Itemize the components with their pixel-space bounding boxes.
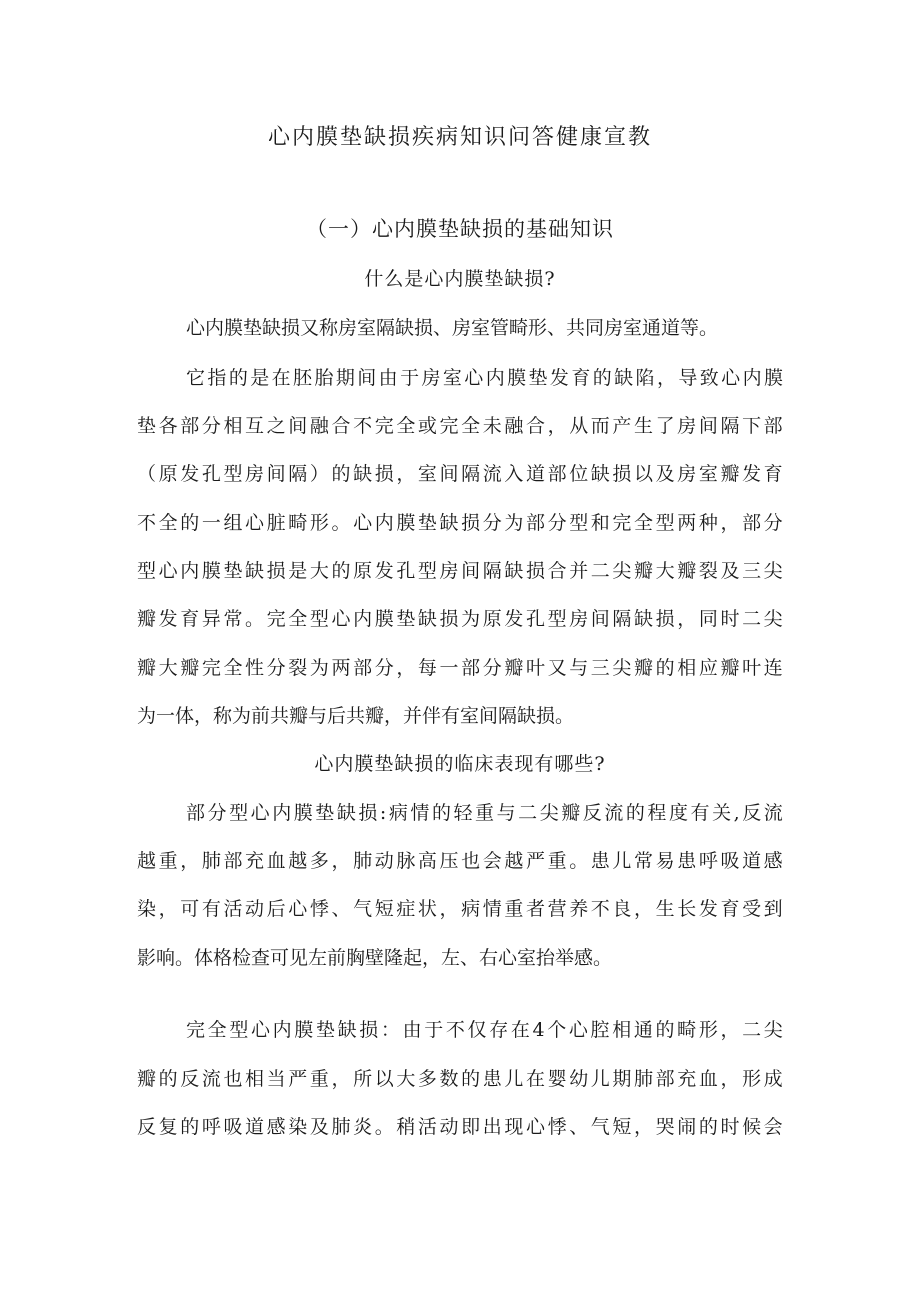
paragraph-3-line: 部 分 型 心 内 膜 垫 缺 损 : 病 情 的 轻 重 与 二 尖 瓣 反 流 的 程 度 有 关 , 反 流 (186, 802, 783, 824)
paragraph-2-line: 它 指 的 是 在 胚 胎 期 间 由 于 房 室 心 内 膜 垫 发 育 的 缺 陷 ， 导 致 心 内 膜 (186, 367, 783, 389)
paragraph-1: 心内膜垫缺损又称房室隔缺损、房室管畸形、共同房室通道等。 (186, 317, 719, 339)
question-heading-1: 什么是心内膜垫缺损? (364, 268, 556, 290)
paragraph-4-line: 瓣 的 反 流 也 相 当 严 重 ， 所 以 大 多 数 的 患 儿 在 婴 幼 儿 期 肺 部 充 血 ， 形 成 (137, 1068, 783, 1090)
paragraph-2-line: 垫 各 部 分 相 互 之 间 融 合 不 完 全 或 完 全 未 融 合 ， 从 而 产 生 了 房 间 隔 下 部 (137, 415, 783, 437)
paragraph-2-line: 不 全 的 一 组 心 脏 畸 形 。 心 内 膜 垫 缺 损 分 为 部 分 型 和 完 全 型 两 种 ， 部 分 (137, 512, 783, 534)
paragraph-4-line: 完 全 型 心 内 膜 垫 缺 损 ： 由 于 不 仅 存 在 4 个 心 腔 相 通 的 畸 形 ， 二 尖 (186, 1019, 783, 1041)
section-heading: （一）心内膜垫缺损的基础知识 (306, 217, 614, 241)
paragraph-3-line: 染 ， 可 有 活 动 后 心 悸 、 气 短 症 状 ， 病 情 重 者 营 养 不 良 ， 生 长 发 育 受 到 (137, 898, 783, 920)
question-heading-2: 心内膜垫缺损的临床表现有哪些? (314, 753, 606, 775)
paragraph-3-line-last: 影响。体格检查可见左前胸壁隆起，左、右心室抬举感。 (137, 947, 613, 969)
paragraph-2-line: 型 心 内 膜 垫 缺 损 是 大 的 原 发 孔 型 房 间 隔 缺 损 合 并 二 尖 瓣 大 瓣 裂 及 三 尖 (137, 560, 783, 582)
paragraph-2-line: 瓣 大 瓣 完 全 性 分 裂 为 两 部 分 ， 每 一 部 分 瓣 叶 又 与 三 尖 瓣 的 相 应 瓣 叶 连 (137, 657, 783, 679)
paragraph-2-line: 瓣 发 育 异 常 。 完 全 型 心 内 膜 垫 缺 损 为 原 发 孔 型 房 间 隔 缺 损 ， 同 时 二 尖 (137, 608, 783, 630)
paragraph-2-line-last: 为一体，称为前共瓣与后共瓣，并伴有室间隔缺损。 (137, 705, 575, 727)
document-title: 心内膜垫缺损疾病知识问答健康宣教 (267, 125, 652, 150)
paragraph-3-line: 越 重 ， 肺 部 充 血 越 多 ， 肺 动 脉 高 压 也 会 越 严 重 。 患 儿 常 易 患 呼 吸 道 感 (137, 850, 783, 872)
paragraph-2-line: （ 原 发 孔 型 房 间 隔 ） 的 缺 损 ， 室 间 隔 流 入 道 部 位 缺 损 以 及 房 室 瓣 发 育 (137, 463, 783, 485)
paragraph-4-line: 反 复 的 呼 吸 道 感 染 及 肺 炎 。 稍 活 动 即 出 现 心 悸 、 气 短 ， 哭 闹 的 时 候 会 (137, 1116, 783, 1138)
